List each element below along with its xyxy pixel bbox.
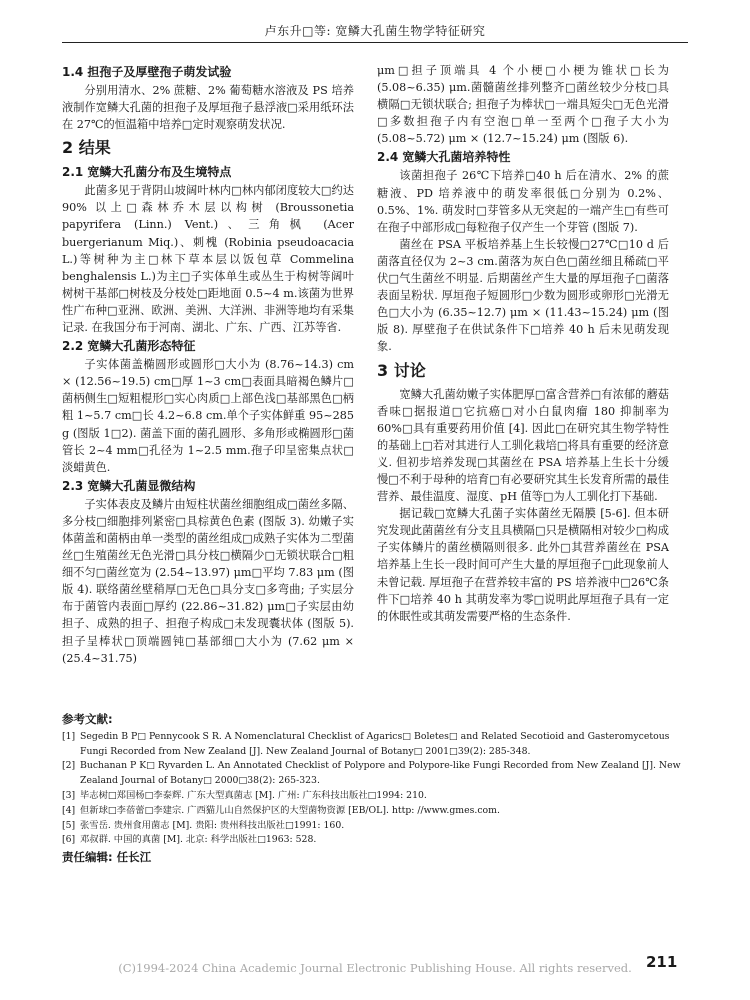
section-2-4-paragraph-1: 该菌担孢子 26℃下培养□40 h 后在清水、2% 的蔗糖液、PD 培养液中的萌发率很低□分别为 0.2%、0.5%、1%. 萌发时□芽管多从无突起的一端产生□有些可在孢子中部形成□每粒孢子仅产生一个芽管 (图版 7). [377,169,669,234]
references-section [62,712,688,865]
responsible-editor: 责任编辑: 任长江 [62,850,152,865]
page-number: 211 [646,953,678,971]
section-2-2-heading: 2.2 宽鳞大孔菌形态特征 [62,339,196,354]
reference-text: 但新球□李蓓蕾□李建宗. 广西猫儿山自然保护区的大型菌物资源 [EB/OL]. http: //www.gmes.com. [80,804,500,816]
reference-item [62,789,688,804]
reference-number: [6] [62,834,76,846]
reference-text: Buchanan P K□ Ryvarden L. An Annotated Checklist of Polypore and Polypore-like Fungi Recorded from New Zealand [J]. New Zealand Journal of Botany□ 2000□38(2): 265-323. [80,760,681,787]
reference-text: Segedin B P□ Pennycook S R. A Nomenclatural Checklist of Agarics□ Boletes□ and Related Secotioid and Gasteromycetous Fungi Recorded from New Zealand [J]. New Zealand Journal of Botany□ 2001□39(2): 285-348. [80,730,670,757]
reference-item [62,833,688,848]
section-2-3-continued-paragraph: μm□担子顶端具 4 个小梗□小梗为锥状□长为 (5.08~6.35) μm.菌髓菌丝排列整齐□菌丝较少分枝□具横隔□无锁状联合; 担孢子为棒状□一端具短尖□无色光滑□多数担孢子内有空泡□单一至两个□孢子大小为 (5.08~5.72) μm × (12.7~15.24) μm (图版 6). [377,64,669,146]
left-column [62,62,354,667]
section-2-1-heading: 2.1 宽鳞大孔菌分布及生境特点 [62,165,232,180]
reference-number: [4] [62,804,76,816]
reference-text: 毕志树□郑国杨□李泰辉. 广东大型真菌志 [M]. 广州: 广东科技出版社□1994: 210. [80,789,427,801]
reference-item [62,730,688,760]
section-2-1-paragraph: 此菌多见于背阴山坡阔叶林内□林内郁闭度较大□约达 90% 以上□森林乔木层以构树 (Broussonetia papyrifera (Linn.) Vent.)、三角枫 (Acer buergerianum Miq.)、刺槐 (Robinia pseudoacacia L.)等树种为主□林下草本层以饭包草 Commelina benghalensis L.)为主□子实体单生或丛生于构树等阔叶树树干基部□树枝及分枝处□距地面 0.5~4 m.该菌为世界性广布种□亚洲、欧洲、美洲、大洋洲、非洲等地均有采集记录. 在我国分布于河南、湖北、广东、广西、江苏等省. [62,184,354,335]
section-2-2-paragraph: 子实体菌盖椭圆形或圆形□大小为 (8.76~14.3) cm × (12.56~19.5) cm□厚 1~3 cm□表面具暗褐色鳞片□菌柄侧生□短粗棍形□实心肉质□上部色浅□基部黑色□柄粗 1~5.7 cm□长 4.2~6.8 cm.单个子实体鲜重 95~285 g (图版 1□2). 菌盖下面的菌孔圆形、多角形或椭圆形□菌管长 2~4 mm□孔径为 1~2.5 mm.孢子印呈密集点状□淡蜡黄色. [62,358,354,474]
reference-item [62,759,688,789]
copyright-footer: (C)1994-2024 China Academic Journal Electronic Publishing House. All rights reserved. [118,961,632,975]
section-3-paragraph-2: 据记载□宽鳞大孔菌子实体菌丝无隔膜 [5-6]. 但本研究发现此菌菌丝有分支且具横隔□只是横隔相对较少□构成子实体鳞片的菌丝横隔则很多. 此外□其营养菌丝在 PSA 培养基上生长一段时间可产生大量的厚垣孢子□此现象前人未曾记载. 厚垣孢子在营养较丰富的 PS 培养液中□26℃条件下□培养 40 h 其萌发率为零□说明此厚垣孢子具有一定的休眠性或其萌发需要严格的生态条件. [377,507,669,623]
header-rule [62,42,688,43]
references-heading: 参考文献: [62,712,113,726]
section-1-4-paragraph: 分别用清水、2% 蔗糖、2% 葡萄糖水溶液及 PS 培养液制作宽鳞大孔菌的担孢子及厚垣孢子悬浮液□采用纸环法在 27℃的恒温箱中培养□定时观察萌发状况. [62,84,354,132]
reference-item [62,819,688,834]
section-2-4-heading: 2.4 宽鳞大孔菌培养特性 [377,150,511,165]
section-3-heading: 3 讨论 [377,360,426,380]
section-2-4-paragraph-2: 菌丝在 PSA 平板培养基上生长较慢□27℃□10 d 后菌落直径仅为 2~3 cm.菌落为灰白色□菌丝细且稀疏□平伏□气生菌丝不明显. 后期菌丝产生大量的厚垣孢子□菌落表面呈粉状. 厚垣孢子短圆形□少数为圆形或卵形□光滑无色□大小为 (6.35~12.7) μm × (11.43~15.24) μm (图版 8). 厚壁孢子在供试条件下□培养 40 h 后未见萌发现象. [377,237,669,354]
section-1-4-heading: 1.4 担孢子及厚壁孢子萌发试验 [62,65,232,79]
reference-number: [3] [62,789,76,801]
reference-number: [5] [62,819,76,831]
reference-number: [1] [62,730,76,742]
running-header-title: 卢东升□等: 宽鳞大孔菌生物学特征研究 [264,24,486,38]
reference-text: 张雪岳. 贵州食用菌志 [M]. 贵阳: 贵州科技出版社□1991: 160. [80,819,345,831]
section-2-heading: 2 结果 [62,138,111,158]
section-3-paragraph-1: 宽鳞大孔菌幼嫩子实体肥厚□富含营养□有浓郁的蘑菇香味□据报道□它抗癌□对小白鼠肉瘤 180 抑制率为 60%□具有重要药用价值 [4]. 因此□在研究其生物学特性的基础上□若对其进行人工驯化栽培□将具有重要的经济意义. 但初步培养发现□其菌丝在 PSA 培养基上生长十分缓慢□不利于母种的培育□有必要研究其生长发育所需的最佳营养、最佳温度、湿度、pH 值等□为人工驯化打下基础. [377,387,669,504]
reference-text: 邓叔群. 中国的真菌 [M]. 北京: 科学出版社□1963: 528. [80,834,317,846]
reference-number: [2] [62,760,76,772]
right-column [377,62,669,625]
section-2-3-paragraph: 子实体表皮及鳞片由短柱状菌丝细胞组成□菌丝多隔、多分枝□细胞排列紧密□具棕黄色色素 (图版 3). 幼嫩子实体菌盖和菌柄由单一类型的菌丝组成□成熟子实体为二型菌丝□生殖菌丝无色光滑□具分枝□横隔少□无锁状联合□粗细不匀□菌丝宽为 (2.54~13.97) μm□平均 7.83 μm (图版 4). 联络菌丝壁稍厚□无色□具分支□多弯曲; 子实层分布于菌管内表面□厚约 (22.86~31.82) μm□子实层由幼担子、成熟的担子、担孢子构成□未发现囊状体 (图版 5). 担子呈棒状□顶端圆钝□基部细□大小为 (7.62 μm × (25.4~31.75) [62,497,354,665]
section-2-3-heading: 2.3 宽鳞大孔菌显微结构 [62,478,196,493]
reference-item [62,804,688,819]
